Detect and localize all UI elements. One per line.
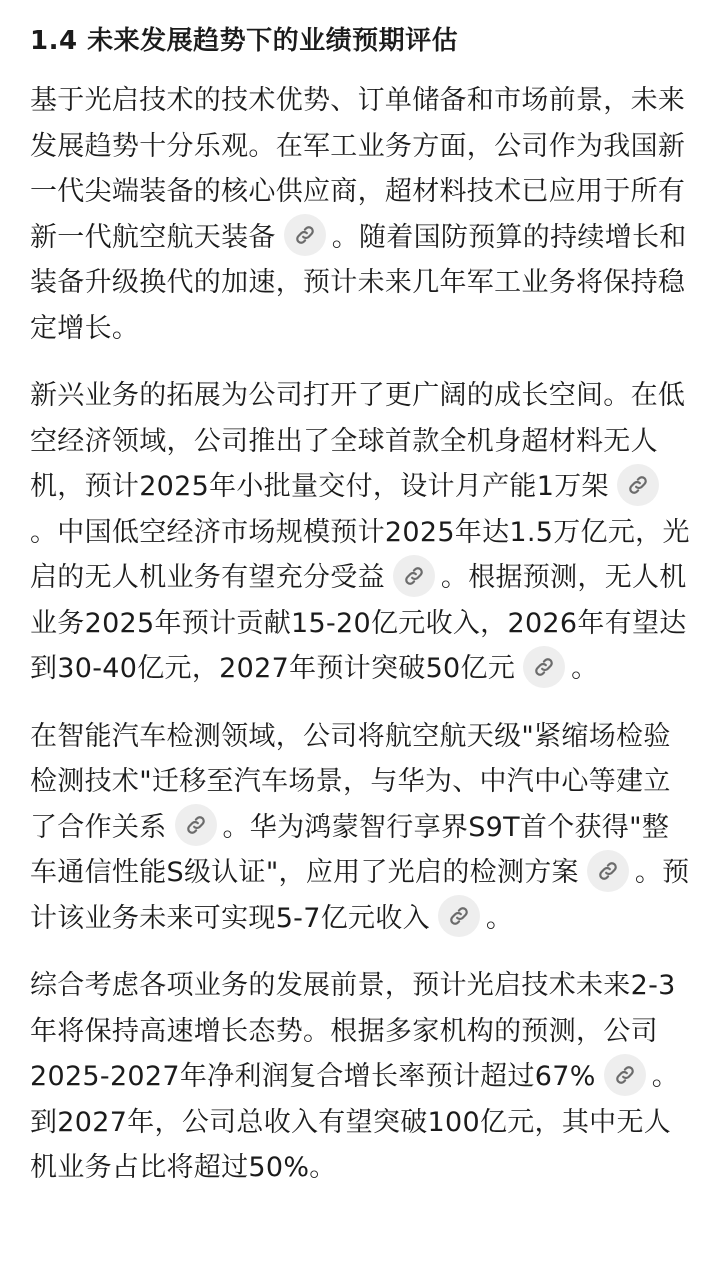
paragraph-text: 。中国低空经济市场规模预计2025年达1.5万亿元，光启的无人机业务有望充分受益 <box>30 516 690 593</box>
citation-link-button[interactable] <box>284 214 326 256</box>
citation-link-button[interactable] <box>587 850 629 892</box>
paragraph-text: 。随着国防预算的持续增长和装备升级换代的加速，预计未来几年军工业务将保持稳定增长。 <box>30 221 687 344</box>
link-icon <box>294 224 316 246</box>
paragraph-text: 。根据预测，无人机业务2025年预计贡献15-20亿元收入，2026年有望达到30-40亿元，2027年预计突破50亿元 <box>30 562 687 684</box>
paragraph-text: 。到2027年，公司总收入有望突破100亿元，其中无人机业务占比将超过50%。 <box>30 1061 679 1183</box>
paragraph-military <box>30 78 690 351</box>
citation-link-button[interactable] <box>438 895 480 937</box>
paragraph-text: 综合考虑各项业务的发展前景，预计光启技术未来2-3年将保持高速增长态势。根据多家机构的预测，公司2025-2027年净利润复合增长率预计超过67% <box>30 970 676 1092</box>
citation-link-button[interactable] <box>523 646 565 688</box>
link-icon <box>597 860 619 882</box>
link-icon <box>614 1064 636 1086</box>
paragraph-drone <box>30 373 690 692</box>
paragraph-text: 。华为鸿蒙智行享界S9T首个获得"整车通信性能S级认证"，应用了光启的检测方案 <box>30 811 670 888</box>
citation-link-button[interactable] <box>617 464 659 506</box>
paragraph-text: 新兴业务的拓展为公司打开了更广阔的成长空间。在低空经济领域，公司推出了全球首款全机身超材料无人机，预计2025年小批量交付，设计月产能1万架 <box>30 380 686 502</box>
paragraph-text: 。 <box>485 902 514 934</box>
paragraph-text: 。预计该业务未来可实现5-7亿元收入 <box>30 857 690 934</box>
paragraph-text: 基于光启技术的技术优势、订单储备和市场前景，未来发展趋势十分乐观。在军工业务方面，公司作为我国新一代尖端装备的核心供应商，超材料技术已应用于所有新一代航空航天装备 <box>30 85 686 253</box>
paragraph-auto-testing <box>30 714 690 942</box>
link-icon <box>627 474 649 496</box>
link-icon <box>403 565 425 587</box>
paragraph-text: 。 <box>571 653 599 684</box>
citation-link-button[interactable] <box>393 555 435 597</box>
paragraph-text: 在智能汽车检测领域，公司将航空航天级"紧缩场检验检测技术"迁移至汽车场景，与华为、中汽中心等建立了合作关系 <box>30 720 671 843</box>
citation-link-button[interactable] <box>604 1054 646 1096</box>
link-icon <box>533 656 555 678</box>
citation-link-button[interactable] <box>175 804 217 846</box>
paragraph-summary <box>30 963 690 1191</box>
link-icon <box>448 905 470 927</box>
link-icon <box>185 814 207 836</box>
section-heading: 1.4 未来发展趋势下的业绩预期评估 <box>30 26 459 56</box>
